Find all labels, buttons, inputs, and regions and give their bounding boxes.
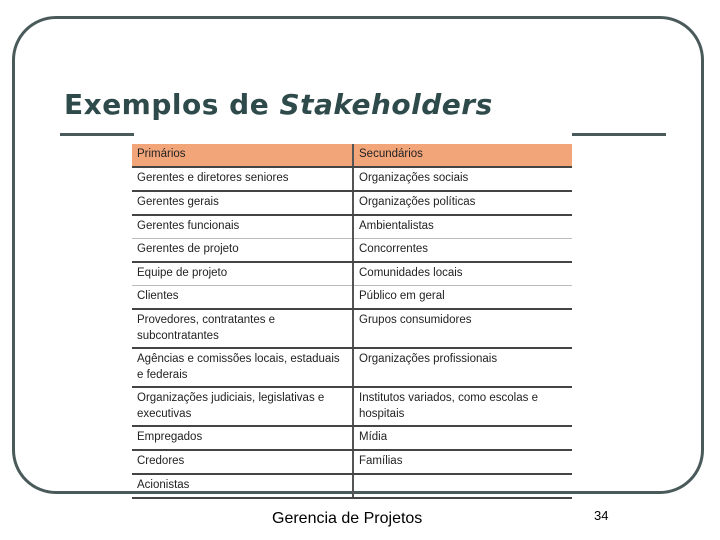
page-number: 34 <box>594 508 609 523</box>
table-cell: Acionistas <box>132 474 353 498</box>
table-cell: Concorrentes <box>353 239 572 263</box>
table-cell: Gerentes de projeto <box>132 239 353 263</box>
title-underline-right <box>572 133 666 136</box>
table-cell: Provedores, contratantes e subcontratantes <box>132 309 353 348</box>
title-main: Exemplos de <box>64 88 270 121</box>
title-underline-left <box>60 133 134 136</box>
table-cell: Credores <box>132 450 353 474</box>
footer-text: Gerencia de Projetos <box>272 510 423 527</box>
table-row <box>132 474 572 498</box>
header-primarios: Primários <box>132 144 353 167</box>
table-cell: Público em geral <box>353 286 572 310</box>
table-cell: Organizações sociais <box>353 167 572 191</box>
table-row <box>132 309 572 348</box>
table-header-row <box>132 144 572 167</box>
table-cell: Ambientalistas <box>353 215 572 239</box>
table-row <box>132 286 572 310</box>
table-row <box>132 239 572 263</box>
table-cell: Mídia <box>353 426 572 450</box>
table-cell: Equipe de projeto <box>132 262 353 286</box>
table-row <box>132 167 572 191</box>
table-cell: Gerentes funcionais <box>132 215 353 239</box>
table-cell: Institutos variados, como escolas e hospitais <box>353 387 572 426</box>
title-emphasis: Stakeholders <box>279 88 493 121</box>
table-row <box>132 450 572 474</box>
header-secundarios: Secundários <box>353 144 572 167</box>
table-cell: Clientes <box>132 286 353 310</box>
table-row <box>132 426 572 450</box>
table-cell: Agências e comissões locais, estaduais e federais <box>132 348 353 387</box>
table-cell: Gerentes gerais <box>132 191 353 215</box>
table-row <box>132 215 572 239</box>
table-cell: Gerentes e diretores seniores <box>132 167 353 191</box>
table-row <box>132 262 572 286</box>
table-row <box>132 387 572 426</box>
table-cell: Organizações profissionais <box>353 348 572 387</box>
slide-title <box>64 88 493 121</box>
table-cell: Organizações judiciais, legislativas e executivas <box>132 387 353 426</box>
table-cell: Grupos consumidores <box>353 309 572 348</box>
stakeholders-table <box>132 144 572 499</box>
table-row <box>132 348 572 387</box>
table-cell: Empregados <box>132 426 353 450</box>
table-cell: Organizações políticas <box>353 191 572 215</box>
table-cell <box>353 474 572 498</box>
table-row <box>132 191 572 215</box>
table-cell: Comunidades locais <box>353 262 572 286</box>
table-cell: Famílias <box>353 450 572 474</box>
